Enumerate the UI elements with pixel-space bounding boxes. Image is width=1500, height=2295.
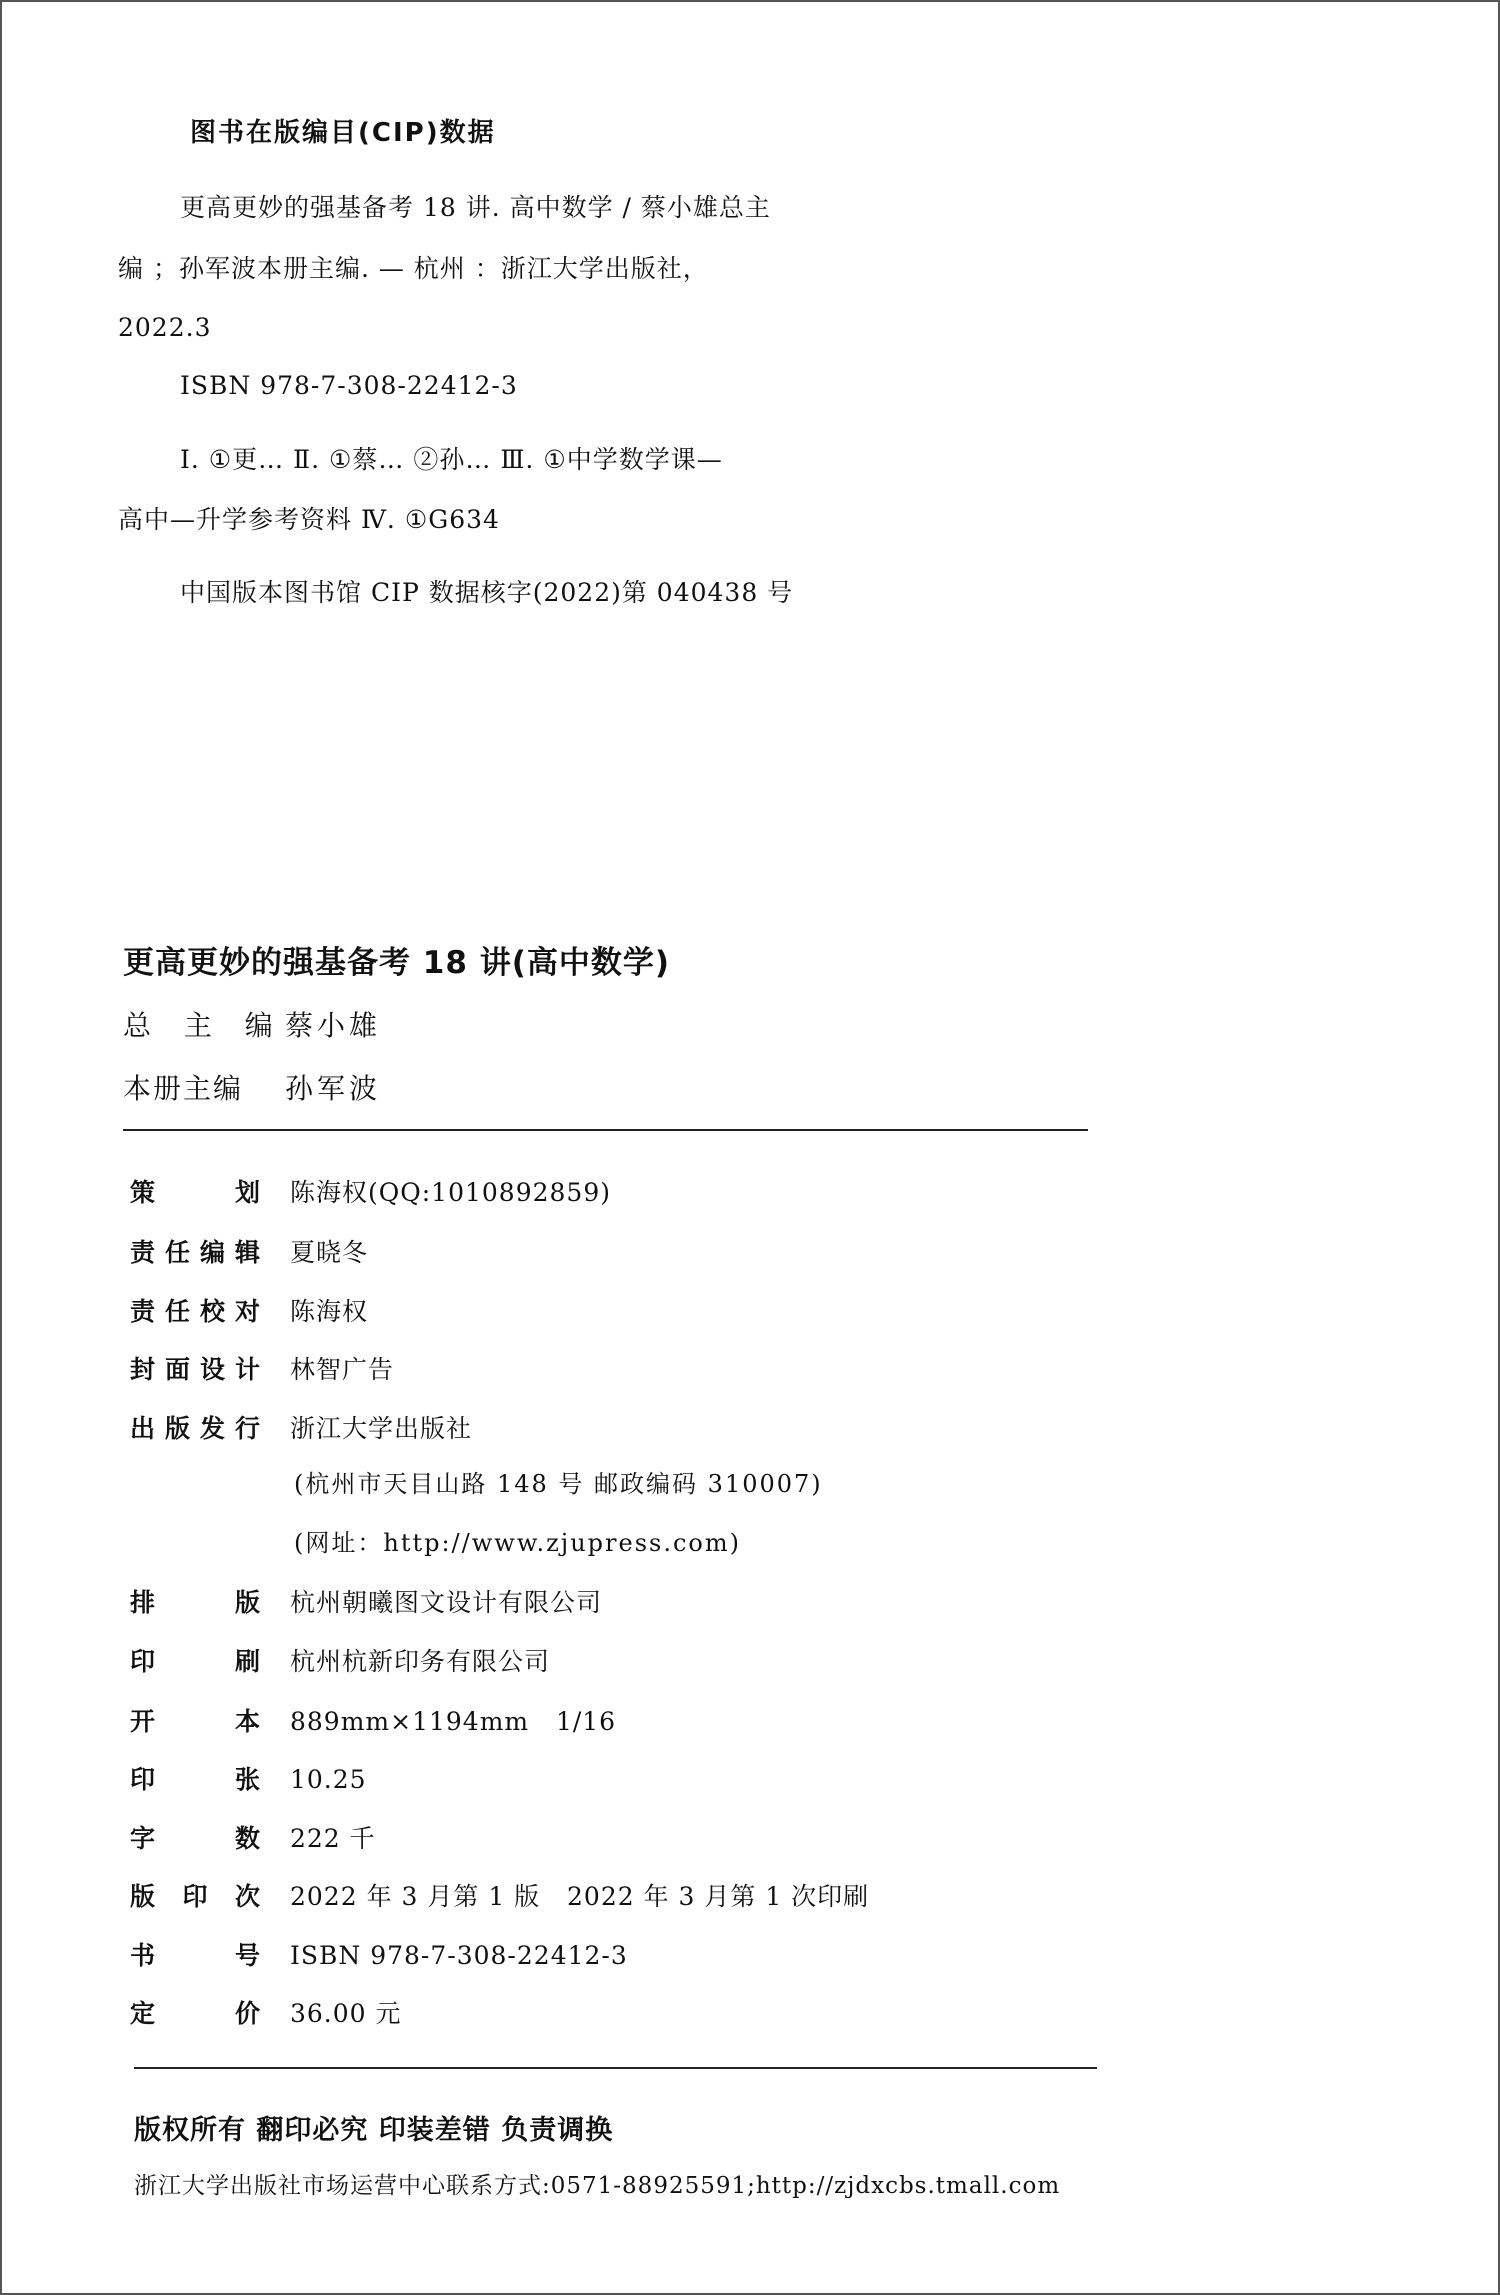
colophon-value: 杭州杭新印务有限公司 bbox=[290, 1647, 551, 1676]
cip-line-1: 更高更妙的强基备考 18 讲. 高中数学 / 蔡小雄总主 bbox=[180, 193, 771, 222]
chief-editor-row bbox=[123, 1009, 382, 1042]
colophon-label-char: 面 bbox=[164, 1355, 190, 1384]
colophon-value: 陈海权(QQ:1010892859) bbox=[290, 1178, 611, 1207]
divider-top bbox=[123, 1129, 1088, 1131]
cip-heading: 图书在版编目(CIP)数据 bbox=[190, 118, 496, 148]
colophon-label-char: 策 bbox=[130, 1178, 156, 1207]
colophon-label-char: 对 bbox=[234, 1297, 260, 1326]
colophon-label-char: 本 bbox=[234, 1707, 260, 1736]
colophon-label-char: 定 bbox=[130, 1999, 156, 2028]
colophon-label-char: 责 bbox=[130, 1297, 156, 1326]
colophon-label-char: 号 bbox=[234, 1941, 260, 1970]
publisher-website: (网址：http://www.zjupress.com) bbox=[294, 1529, 741, 1557]
colophon-label bbox=[130, 1590, 260, 1615]
colophon-label-char: 行 bbox=[234, 1414, 260, 1443]
volume-editor-label: 本册主编 bbox=[123, 1072, 244, 1105]
cip-line-3: 2022.3 bbox=[118, 313, 212, 342]
colophon-value: 夏晓冬 bbox=[290, 1238, 369, 1267]
cip-classification-1: Ⅰ. ①更… Ⅱ. ①蔡… ②孙… Ⅲ. ①中学数学课— bbox=[180, 445, 723, 474]
rights-statement: 版权所有 翻印必究 印装差错 负责调换 bbox=[134, 2115, 614, 2146]
colophon-label bbox=[130, 1943, 260, 1968]
colophon-label bbox=[130, 1299, 260, 1324]
colophon-label-char: 张 bbox=[234, 1765, 260, 1794]
colophon-label bbox=[130, 1709, 260, 1734]
colophon-label bbox=[130, 1416, 260, 1441]
colophon-label bbox=[130, 1357, 260, 1382]
colophon-value: 林智广告 bbox=[290, 1355, 395, 1384]
colophon-label-char: 开 bbox=[130, 1707, 156, 1736]
colophon-value: 36.00 元 bbox=[290, 1999, 402, 2028]
chief-editor-name: 蔡小雄 bbox=[285, 1009, 382, 1042]
cip-classification-2: 高中—升学参考资料 Ⅳ. ①G634 bbox=[118, 505, 500, 534]
colophon-label-char: 设 bbox=[199, 1355, 225, 1384]
colophon-label-char: 刷 bbox=[234, 1647, 260, 1676]
colophon-label bbox=[130, 1180, 260, 1205]
colophon-label-char: 辑 bbox=[234, 1238, 260, 1267]
publisher-address: (杭州市天目山路 148 号 邮政编码 310007) bbox=[294, 1470, 823, 1498]
colophon-label-char: 版 bbox=[130, 1882, 156, 1911]
colophon-label bbox=[130, 1826, 260, 1851]
colophon-label-char: 印 bbox=[182, 1882, 208, 1911]
colophon-value: 杭州朝曦图文设计有限公司 bbox=[290, 1588, 603, 1617]
colophon-label-char: 书 bbox=[130, 1941, 156, 1970]
colophon-value: ISBN 978-7-308-22412-3 bbox=[290, 1941, 628, 1970]
colophon-label-char: 排 bbox=[130, 1588, 156, 1617]
cip-line-2: 编 ；孙军波本册主编. — 杭州 ：浙江大学出版社， bbox=[118, 254, 709, 283]
book-title: 更高更妙的强基备考 18 讲(高中数学) bbox=[123, 945, 671, 981]
colophon-label-char: 校 bbox=[199, 1297, 225, 1326]
colophon-label-char: 版 bbox=[234, 1588, 260, 1617]
colophon-value: 2022 年 3 月第 1 版 2022 年 3 月第 1 次印刷 bbox=[290, 1882, 870, 1911]
colophon-label-char: 发 bbox=[199, 1414, 225, 1443]
colophon-label-char: 字 bbox=[130, 1824, 156, 1853]
colophon-label bbox=[130, 1240, 260, 1265]
colophon-label-char: 出 bbox=[130, 1414, 156, 1443]
volume-editor-name: 孙军波 bbox=[285, 1072, 382, 1105]
colophon-label-char: 印 bbox=[130, 1647, 156, 1676]
colophon-label bbox=[130, 1767, 260, 1792]
colophon-label-char: 责 bbox=[130, 1238, 156, 1267]
colophon-value: 889mm×1194mm 1/16 bbox=[290, 1707, 617, 1736]
colophon-label-char: 次 bbox=[234, 1882, 260, 1911]
cip-isbn: ISBN 978-7-308-22412-3 bbox=[180, 371, 518, 400]
colophon-value: 陈海权 bbox=[290, 1297, 369, 1326]
marketing-contact: 浙江大学出版社市场运营中心联系方式:0571-88925591;http://zjdxcbs.tmall.com bbox=[134, 2173, 1061, 2199]
colophon-label bbox=[130, 1649, 260, 1674]
cip-record-number: 中国版本图书馆 CIP 数据核字(2022)第 040438 号 bbox=[180, 578, 794, 607]
colophon-label-char: 任 bbox=[164, 1297, 190, 1326]
colophon-label-char: 封 bbox=[130, 1355, 156, 1384]
colophon-label-char: 任 bbox=[164, 1238, 190, 1267]
colophon-label bbox=[130, 2001, 260, 2026]
colophon-value: 10.25 bbox=[290, 1765, 367, 1794]
colophon-value: 222 千 bbox=[290, 1824, 376, 1853]
divider-bottom bbox=[134, 2067, 1097, 2069]
colophon-label-char: 价 bbox=[234, 1999, 260, 2028]
colophon-label-char: 数 bbox=[234, 1824, 260, 1853]
colophon-value: 浙江大学出版社 bbox=[290, 1414, 473, 1443]
volume-editor-row bbox=[123, 1072, 382, 1105]
colophon-label-char: 划 bbox=[234, 1178, 260, 1207]
chief-editor-label: 总 主 编 bbox=[123, 1009, 285, 1042]
colophon-label bbox=[130, 1884, 260, 1909]
colophon-label-char: 编 bbox=[199, 1238, 225, 1267]
colophon-label-char: 版 bbox=[164, 1414, 190, 1443]
colophon-label-char: 计 bbox=[234, 1355, 260, 1384]
colophon-label-char: 印 bbox=[130, 1765, 156, 1794]
